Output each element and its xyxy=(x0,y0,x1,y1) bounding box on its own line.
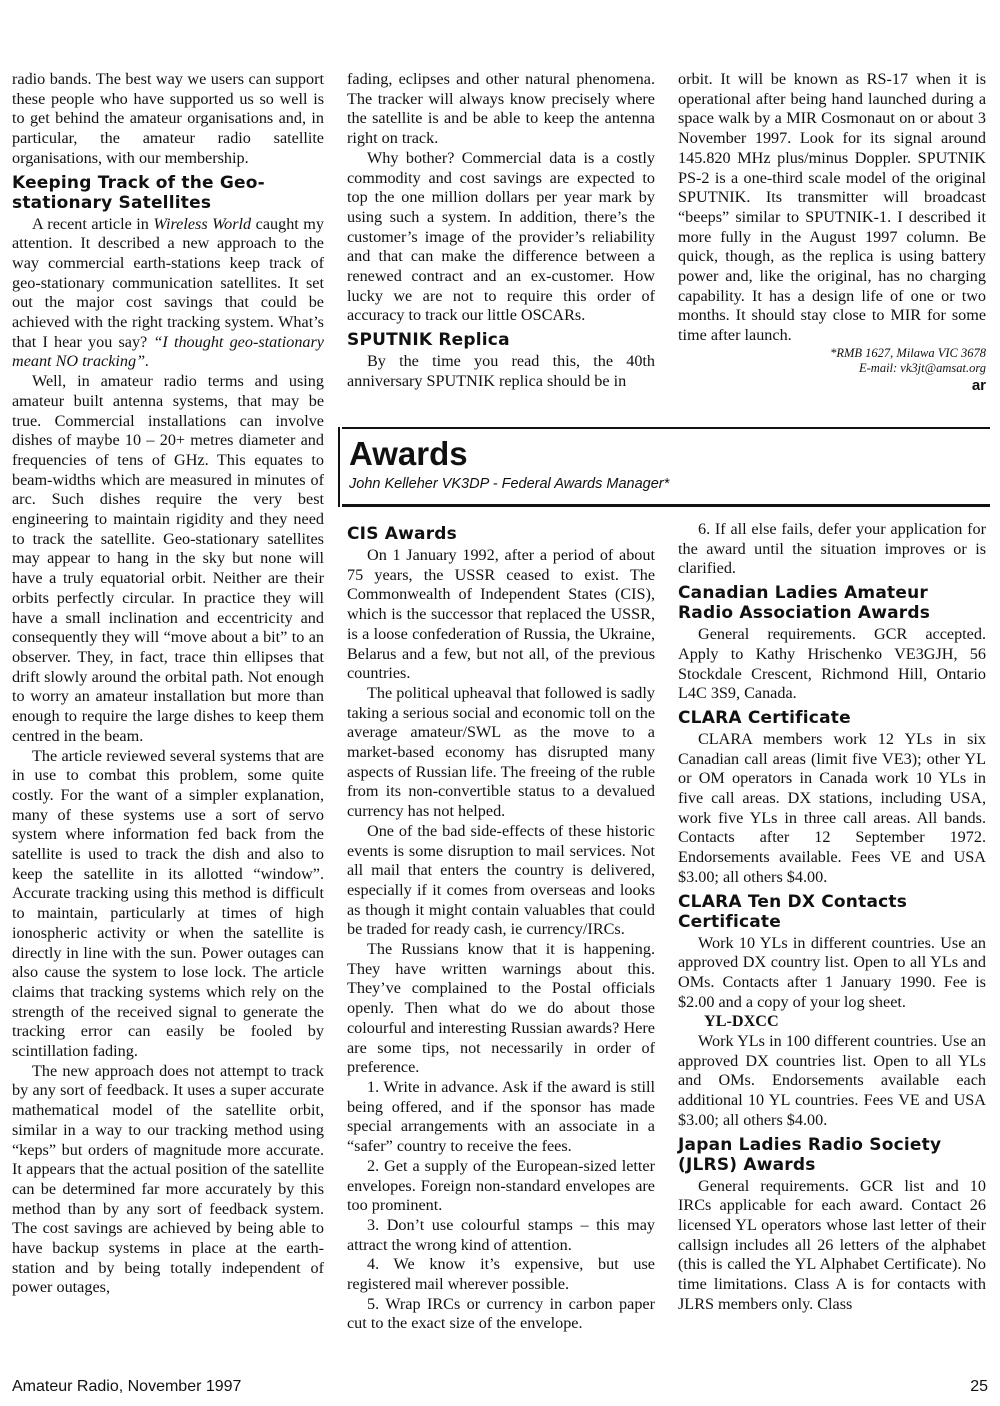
paragraph xyxy=(12,215,324,373)
section-heading: Canadian Ladies Amateur Radio Association Awards xyxy=(678,583,931,624)
tip-item: 4. We know it’s expensive, but use registered mail wherever possible. xyxy=(347,1255,655,1294)
section-rule-top xyxy=(342,427,990,429)
paragraph: Work 10 YLs in different countries. Use an approved DX country list. Open to all YLs and OMs. Contacts after 1 January 1990. Fee is $2.00 and a copy of your log sheet. xyxy=(678,933,986,1011)
paragraph: Why bother? Commercial data is a costly commodity and cost savings are expected to top the one million dollars per year mark by using such a system. In addition, there’s the customer’s image of the provider’s reliability and that can make the difference between a renewed contract and an ex-customer. How lucky we are not to require this order of accuracy to track our little OSCARs. xyxy=(347,148,655,325)
section-heading: CLARA Ten DX Contacts Certificate xyxy=(678,891,908,932)
section-title: Awards xyxy=(349,435,468,472)
column-1 xyxy=(12,70,324,1298)
section-heading: CIS Awards xyxy=(347,524,457,544)
text: A recent article in xyxy=(32,214,154,233)
tip-item: 2. Get a supply of the European-sized letter envelopes. Foreign non-standard envelopes are too prominent. xyxy=(347,1156,655,1215)
end-mark: ar xyxy=(971,376,986,394)
text: caught my attention. It described a new approach to the way commercial earth-stations keep track of geo-stationary communication satellites. It set out the major cost savings that could be achieved with the right tracking system. What’s that I hear you say? xyxy=(12,214,324,351)
paragraph: Work YLs in 100 different countries. Use an approved DX countries list. Open to all YLs and OMs. Endorsements available each additional 10 YL countries. Fees VE and USA $3.00; all others $4.00. xyxy=(678,1032,986,1129)
paragraph: The article reviewed several systems that are in use to combat this problem, some quite costly. For the want of a simpler explanation, many of these systems use a sort of servo system where information fed back from the satellite is used to track the dish and also to keep the satellite in its allotted “window”. Accurate tracking using this method is difficult to maintain, particularly at times of high ionospheric activity or when the satellite is directly in line with the sun. Power outages can also cause the system to lose lock. The article claims that tracking systems which rely on the strength of the received signal to generate the tracking error can easily be fooled by scintillation fading. xyxy=(12,746,324,1061)
page-number: 25 xyxy=(970,1378,988,1395)
tip-item: 6. If all else fails, defer your application for the award until the situation improves or is clarified. xyxy=(678,520,986,578)
paragraph: CLARA members work 12 YLs in six Canadian call areas (limit five VE3); other YL or OM operators in Canada work 10 YLs in five call areas. DX stations, including USA, work five YLs in three call areas. All bands. Contacts after 12 September 1972. Endorsements available. Fees VE and USA $3.00; all others $4.00. xyxy=(678,729,986,886)
paragraph: General requirements. GCR accepted. Apply to Kathy Hrischenko VE3GJH, 56 Stockdale Crescent, Richmond Hill, Ontario L4C 3S9, Canada. xyxy=(678,625,986,703)
paragraph: Well, in amateur radio terms and using amateur built antenna systems, that may be true. Commercial installations can involve dishes of maybe 10 – 20+ metres diameter and frequencies of tens of GHz. This equates to beam-widths which are measured in minutes of arc. Such dishes require the very best engineering to maintain rigidity and they need to track the satellite. Geo-stationary satellites may appear to hang in the sky but none will have a truly equatorial orbit. Neither are their orbits perfectly circular. In practice they will have a small inclination and eccentricity and consequently they will “move about a bit” to an observer. They, in fact, trace thin ellipses that drift slowly around the orbital path. Not enough to worry an amateur installation but more than enough to require the large dishes to keep them centred in the beam. xyxy=(12,372,324,745)
author-email: E-mail: vk3jt@amsat.org xyxy=(859,360,986,375)
section-heading: SPUTNIK Replica xyxy=(347,330,510,351)
paragraph: The political upheaval that followed is sadly taking a serious social and economic toll on the average amateur/SWL as the move to a market-based economy has disrupted many aspects of Russian life. The freeing of the ruble from its non-convertible status to a devalued currency has not helped. xyxy=(347,683,655,821)
tip-item: 5. Wrap IRCs or currency in carbon paper cut to the exact size of the envelope. xyxy=(347,1294,655,1333)
paragraph: The Russians know that it is happening. They have written warnings about this. They’ve complained to the Postal officials openly. Then what do we do about those colourful and interesting Russian awards? Here are some tips, not necessarily in order of preference. xyxy=(347,940,655,1077)
section-rule-left xyxy=(338,427,340,507)
paragraph: radio bands. The best way we users can support these people who have supported us so well is to get behind the amateur organisations and, in particular, the amateur radio satellite organisations, with our membership. xyxy=(12,70,324,167)
paragraph: General requirements. GCR list and 10 IRCs applicable for each award. Contact 26 licensed YL operators whose last letter of their callsign includes all 26 letters of the alphabet (this is called the YL Alphabet Certificate). No time limitations. Class A is for contacts with JLRS members only. Class xyxy=(678,1176,986,1313)
column-2 xyxy=(347,70,655,392)
section-heading: CLARA Certificate xyxy=(678,707,851,728)
paragraph: On 1 January 1992, after a period of about 75 years, the USSR ceased to exist. The Commonwealth of Independent States (CIS), which is the successor that replaced the USSR, is a loose confederation of Russia, the Ukraine, Belarus and a few, but not all, of the previous countries. xyxy=(347,546,655,683)
paragraph: orbit. It will be known as RS-17 when it is operational after being hand launched during a space walk by a MIR Cosmonaut on or about 3 November 1997. Look for its signal around 145.820 MHz plus/minus Doppler. SPUTNIK PS-2 is a one-third scale model of the original SPUTNIK. Its transmitter will broadcast “beeps” similar to SPUTNIK-1. I described it more fully in the August 1997 column. Be quick, though, as the replica is using battery power and, like the original, has no charging capability. It has a design life of one or two months. It should stay close to MIR for some time after launch. xyxy=(678,70,986,345)
quote: “I thought geo-stationary meant NO tracking”. xyxy=(12,332,324,371)
footer-publication: Amateur Radio, November 1997 xyxy=(12,1378,242,1395)
section-heading: Keeping Track of the Geo-stationary Satellites xyxy=(12,172,265,213)
paragraph: One of the bad side-effects of these historic events is some disruption to mail services. Not all mail that enters the country is delivered, especially if it comes from overseas and looks as though it might contain valuables that could be traded for ready cash, ie currency/IRCs. xyxy=(347,821,655,939)
journal-title: Wireless World xyxy=(153,214,252,233)
tip-item: 1. Write in advance. Ask if the award is still being offered, and if the sponsor has made special arrangements with an associate in a “safer” country to receive the fees. xyxy=(347,1077,655,1156)
paragraph: The new approach does not attempt to track by any sort of feedback. It uses a super accurate mathematical model of the satellite orbit, similar in a way to our tracking method using “keps” but orders of magnitude more accurate. It appears that the actual position of the satellite can be determined far more accurately by this method than by any sort of feedback system. The cost savings are achieved by being able to have backup systems in place at the earth-station and by being totally independent of power outages, xyxy=(12,1061,324,1297)
byline: John Kelleher VK3DP - Federal Awards Manager* xyxy=(349,476,670,492)
paragraph: By the time you read this, the 40th anniversary SPUTNIK replica should be in xyxy=(347,352,655,390)
tip-item: 3. Don’t use colourful stamps – this may attract the wrong kind of attention. xyxy=(347,1215,655,1254)
sub-heading: YL-DXCC xyxy=(704,1012,779,1031)
column-5 xyxy=(678,520,986,1315)
column-4 xyxy=(347,520,655,1334)
paragraph: fading, eclipses and other natural phenomena. The tracker will always know precisely where the satellite is and be able to keep the antenna right on track. xyxy=(347,70,655,148)
section-rule-bottom xyxy=(342,504,990,507)
section-heading: Japan Ladies Radio Society (JLRS) Awards xyxy=(678,1134,942,1175)
column-3 xyxy=(678,70,986,396)
author-address: *RMB 1627, Milawa VIC 3678 xyxy=(830,345,986,360)
